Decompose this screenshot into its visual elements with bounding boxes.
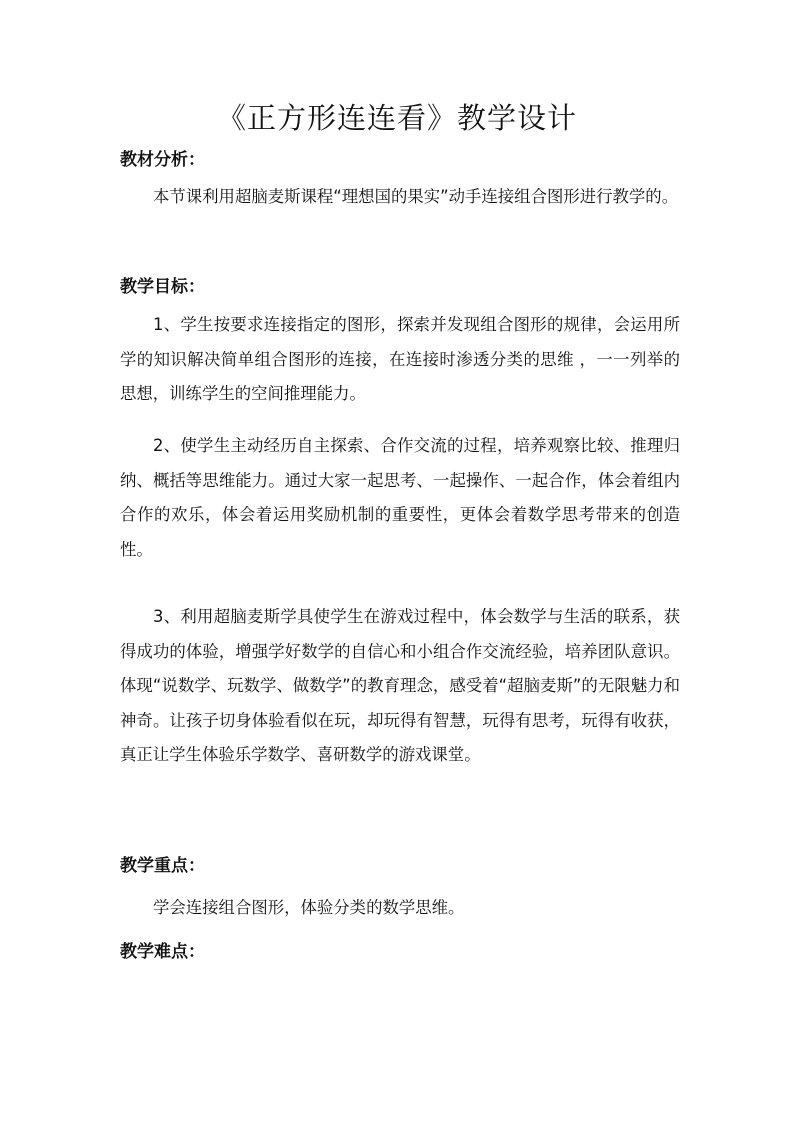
paragraph-goal-3: 3、利用超脑麦斯学具使学生在游戏过程中，体会数学与生活的联系，获得成功的体验，增强学好数学的自信心和小组合作交流经验，培养团队意识。体现“说数学、玩数学、做数学”的教育理念，感受着“超脑麦斯”的无限魅力和神奇。让孩子切身体验看似在玩，却玩得有智慧，玩得有思考，玩得有收获，真正让学生体验乐学数学、喜研数学的游戏课堂。: [120, 607, 680, 765]
paragraph-goal-1: 1、学生按要求连接指定的图形，探索并发现组合图形的规律，会运用所学的知识解决简单组合图形的连接，在连接时渗透分类的思维 ，一一列举的思想，训练学生的空间推理能力。: [120, 315, 680, 404]
section-heading-material-analysis: 教材分析：: [120, 150, 205, 170]
paragraph-material-analysis: 本节课利用超脑麦斯课程“理想国的果实”动手连接组合图形进行教学的。: [153, 187, 679, 206]
section-heading-key-points: 教学重点：: [120, 856, 205, 876]
paragraph-key-points: 学会连接组合图形，体验分类的数学思维。: [153, 898, 465, 917]
paragraph-goal-2: 2、使学生主动经历自主探索、合作交流的过程，培养观察比较、推理归纳、概括等思维能力。通过大家一起思考、一起操作、一起合作，体会着组内合作的欢乐，体会着运用奖励机制的重要性，更体会着数学思考带来的创造性。: [120, 436, 680, 559]
document-title: 《正方形连连看》教学设计: [216, 101, 577, 135]
section-heading-difficult-points: 教学难点：: [120, 942, 205, 962]
section-heading-teaching-goals: 教学目标：: [120, 277, 205, 297]
